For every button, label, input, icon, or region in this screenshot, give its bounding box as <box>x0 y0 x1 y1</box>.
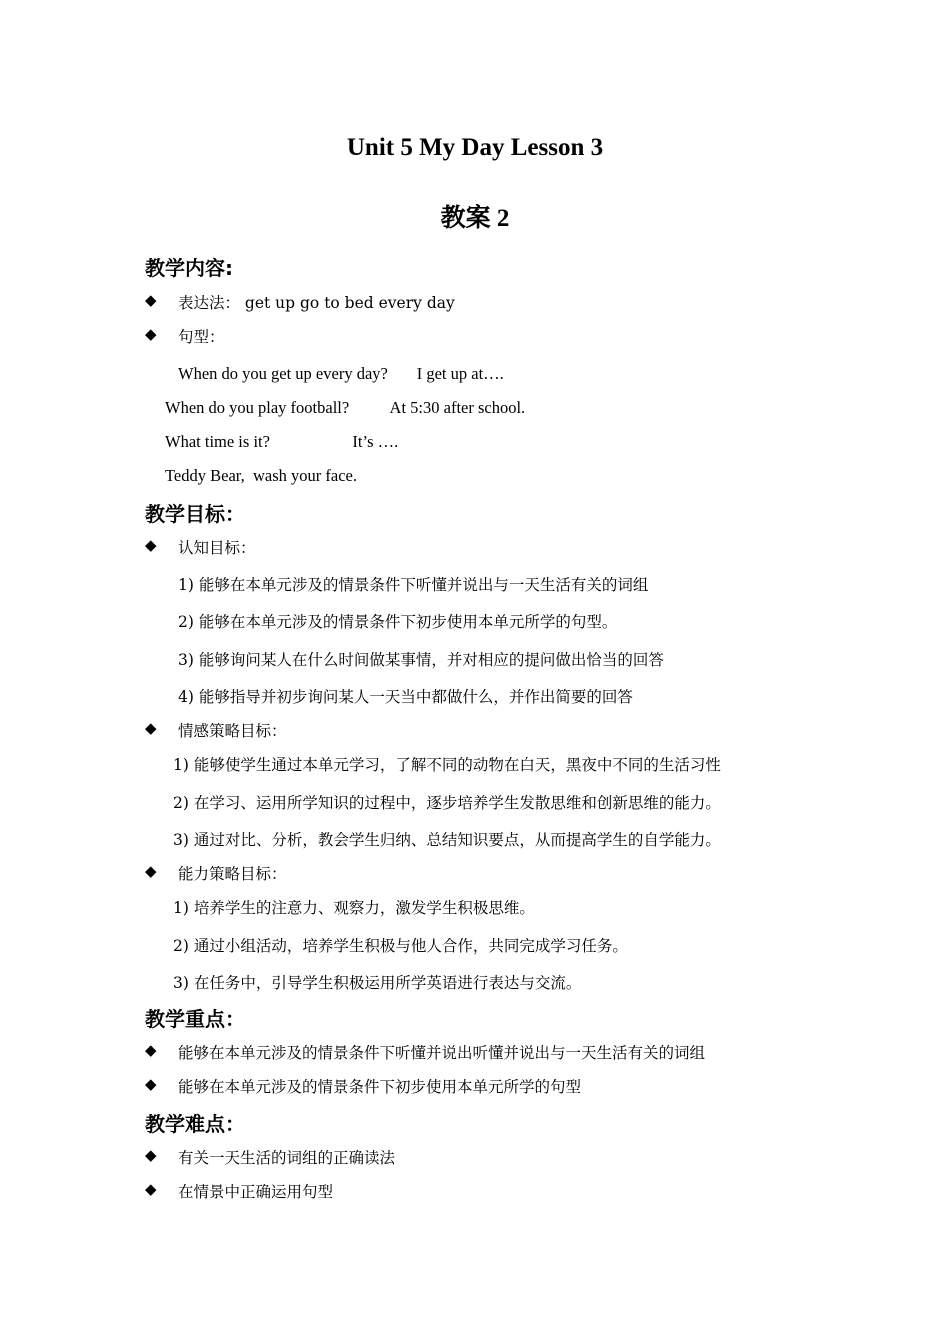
cognitive-item: 3) 能够询问某人在什么时间做某事情，并对相应的提问做出恰当的回答 <box>178 651 664 669</box>
sentence-line: Teddy Bear, wash your face. <box>165 466 357 485</box>
bullet-icon: ◆ <box>145 325 157 343</box>
affective-item: 2) 在学习、运用所学知识的过程中，逐步培养学生发散思维和创新思维的能力。 <box>173 794 721 812</box>
key-point-item: 能够在本单元涉及的情景条件下初步使用本单元所学的句型 <box>178 1078 582 1096</box>
cognitive-item: 1) 能够在本单元涉及的情景条件下听懂并说出与一天生活有关的词组 <box>178 576 649 594</box>
document-title: Unit 5 My Day Lesson 3 <box>346 134 604 161</box>
bullet-icon: ◆ <box>145 536 157 554</box>
sentence-line: When do you get up every day? I get up at…. <box>178 364 504 383</box>
section-heading-difficulties: 教学难点： <box>145 1112 245 1136</box>
affective-item: 3) 通过对比、分析，教会学生归纳、总结知识要点，从而提高学生的自学能力。 <box>173 831 721 849</box>
sentences-label: 句型： <box>178 328 225 346</box>
affective-item: 1) 能够使学生通过本单元学习，了解不同的动物在白天，黑夜中不同的生活习性 <box>173 756 721 774</box>
ability-item: 1) 培养学生的注意力、观察力，激发学生积极思维。 <box>173 899 535 917</box>
expressions-line: 表达法： get up go to bed every day <box>178 294 455 312</box>
affective-label: 情感策略目标： <box>178 722 287 740</box>
cognitive-item: 2) 能够在本单元涉及的情景条件下初步使用本单元所学的句型。 <box>178 613 618 631</box>
cognitive-item: 4) 能够指导并初步询问某人一天当中都做什么，并作出简要的回答 <box>178 688 633 706</box>
bullet-icon: ◆ <box>145 1180 157 1198</box>
sentence-line: When do you play football? At 5:30 after school. <box>165 398 526 417</box>
bullet-icon: ◆ <box>145 1075 157 1093</box>
sentence-line: What time is it? It’s …. <box>165 432 399 451</box>
section-heading-objectives: 教学目标： <box>145 502 245 526</box>
ability-label: 能力策略目标： <box>178 865 287 883</box>
ability-item: 3) 在任务中，引导学生积极运用所学英语进行表达与交流。 <box>173 974 582 992</box>
key-point-item: 能够在本单元涉及的情景条件下听懂并说出听懂并说出与一天生活有关的词组 <box>178 1044 706 1062</box>
difficulty-item: 有关一天生活的词组的正确读法 <box>178 1149 396 1167</box>
difficulty-item: 在情景中正确运用句型 <box>178 1183 334 1201</box>
cognitive-label: 认知目标： <box>178 539 256 557</box>
bullet-icon: ◆ <box>145 719 157 737</box>
bullet-icon: ◆ <box>145 1146 157 1164</box>
document-subtitle: 教案 2 <box>440 205 510 232</box>
bullet-icon: ◆ <box>145 291 157 309</box>
bullet-icon: ◆ <box>145 1041 157 1059</box>
bullet-icon: ◆ <box>145 862 157 880</box>
section-heading-key-points: 教学重点： <box>145 1007 245 1031</box>
ability-item: 2) 通过小组活动，培养学生积极与他人合作，共同完成学习任务。 <box>173 937 628 955</box>
section-heading-content: 教学内容: <box>145 256 233 280</box>
